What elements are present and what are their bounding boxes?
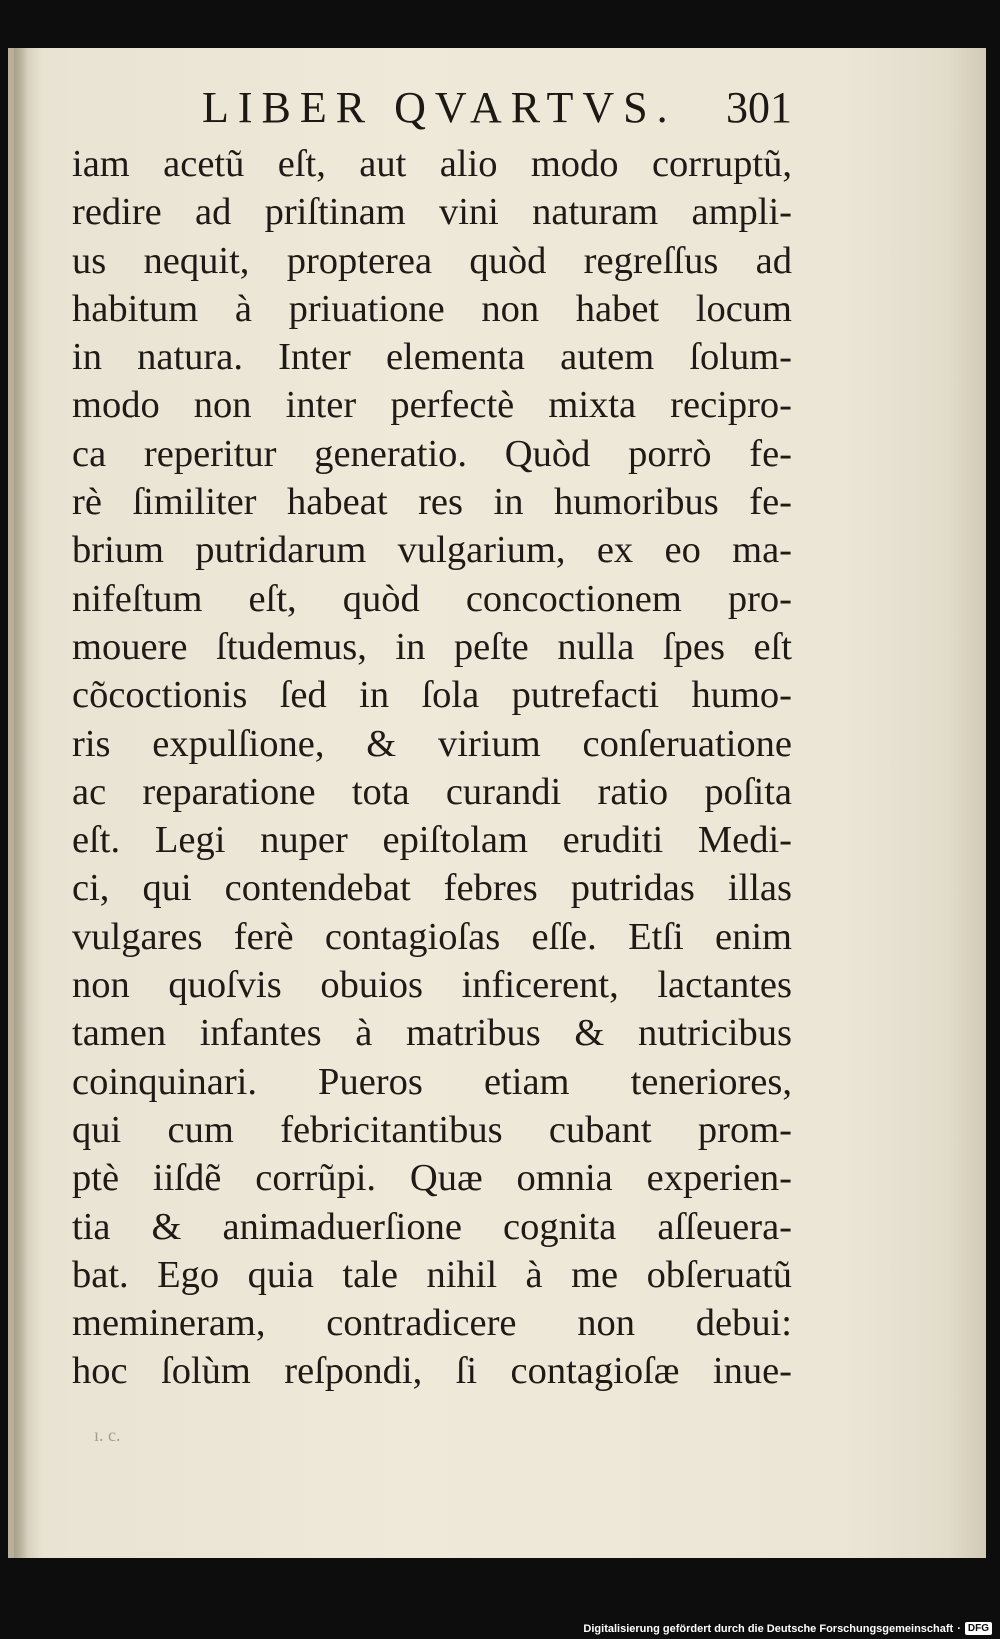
bottom-marks: ı. c. bbox=[94, 1425, 121, 1445]
text-line: habitum à priuatione non habet locum bbox=[72, 287, 792, 330]
text-line: brium putridarum vulgarium, ex eo ma- bbox=[72, 529, 792, 572]
text-line: coinquinari. Pueros etiam teneriores, bbox=[72, 1060, 792, 1103]
text-line: ptè iiſdẽ corrũpi. Quæ omnia experien- bbox=[72, 1157, 792, 1200]
text-line: memineram, contradicere non debui: bbox=[72, 1302, 792, 1345]
text-line: bat. Ego quia tale nihil à me obſeruatũ bbox=[72, 1253, 792, 1296]
text-line: mouere ſtudemus, in peſte nulla ſpes eſt bbox=[72, 625, 792, 668]
text-line: cõcoctionis ſed in ſola putrefacti humo- bbox=[72, 674, 792, 717]
dfg-logo-icon: DFG bbox=[965, 1622, 992, 1635]
text-line: hoc ſolùm reſpondi, ſi contagioſæ inue- bbox=[72, 1350, 792, 1393]
text-line: in natura. Inter elementa autem ſolum- bbox=[72, 336, 792, 379]
text-line: non quoſvis obuios inficerent, lactantes bbox=[72, 964, 792, 1007]
text-line: vulgares ferè contagioſas eſſe. Etſi enim bbox=[72, 915, 792, 958]
text-line: ac reparatione tota curandi ratio poſita bbox=[72, 770, 792, 813]
text-line: ci, qui contendebat febres putridas illas bbox=[72, 867, 792, 910]
text-line: tamen infantes à matribus & nutricibus bbox=[72, 1012, 792, 1055]
text-line: redire ad priſtinam vini naturam ampli- bbox=[72, 191, 792, 234]
footer-banner bbox=[583, 1620, 992, 1637]
book-page bbox=[8, 48, 986, 1558]
text-line: eſt. Legi nuper epiſtolam eruditi Medi- bbox=[72, 819, 792, 862]
footer-separator: · bbox=[957, 1622, 961, 1635]
text-line: ca reperitur generatio. Quòd porrò fe- bbox=[72, 432, 792, 475]
text-line: qui cum febricitantibus cubant prom- bbox=[72, 1108, 792, 1151]
page-number: 301 bbox=[726, 83, 792, 132]
text-line: tia & animaduerſione cognita aſſeuera- bbox=[72, 1205, 792, 1248]
page-gutter-shadow bbox=[14, 48, 28, 1558]
text-line: nifeſtum eſt, quòd concoctionem pro- bbox=[72, 577, 792, 620]
text-line: ris expulſione, & virium conſeruatione bbox=[72, 722, 792, 765]
text-line: us nequit, propterea quòd regreſſus ad bbox=[72, 239, 792, 282]
text-line: modo non inter perfectè mixta recipro- bbox=[72, 384, 792, 427]
text-line: iam acetũ eſt, aut alio modo corruptũ, bbox=[72, 143, 792, 185]
footer-credit: Digitalisierung gefördert durch die Deutsche Forschungsgemeinschaft bbox=[583, 1622, 954, 1635]
running-head: LIBER QVARTVS. bbox=[202, 83, 677, 132]
body-text bbox=[72, 140, 792, 1396]
text-line: rè ſimiliter habeat res in humoribus fe- bbox=[72, 481, 792, 524]
